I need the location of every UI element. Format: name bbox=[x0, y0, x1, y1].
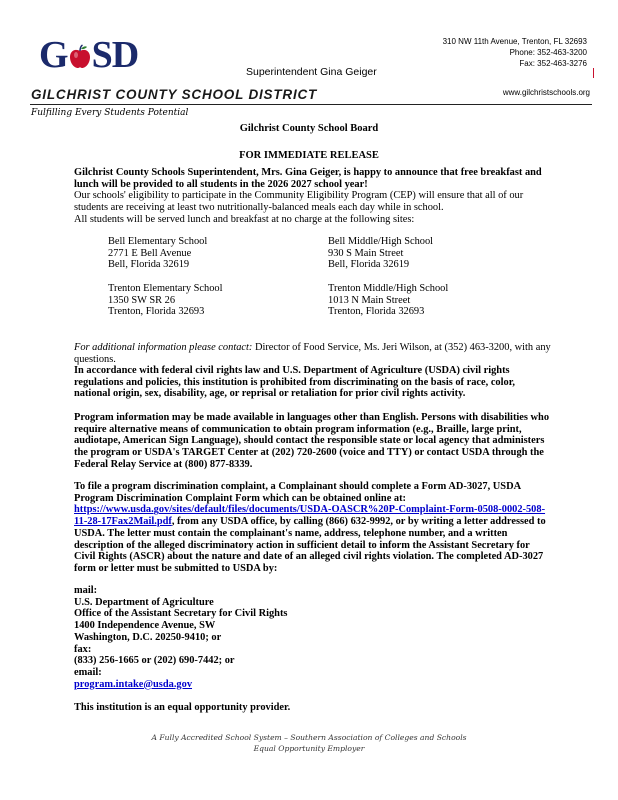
school-street: 1350 SW SR 26 bbox=[108, 294, 176, 306]
fax-label: fax: bbox=[74, 643, 92, 655]
district-website: www.gilchristschools.org bbox=[502, 88, 590, 97]
school-name: Bell Elementary School bbox=[108, 236, 208, 247]
school-street: 1013 N Main Street bbox=[328, 294, 411, 306]
board-title: Gilchrist County School Board bbox=[239, 123, 379, 134]
program-info-statement: Program information may be made available in languages other than English. Persons with disabilities who require alternative means of communication to obtain program information (e.g., Braille, large print, audiotape, American Sign Language), should contact the responsible state or local agency that administers the program or USDA's TARGET Center at (202) 720-2600 (voice and TTY) or contact USDA through the Federal Relay Service at (800) 877-8339. bbox=[74, 412, 550, 470]
school-sites bbox=[108, 236, 548, 318]
district-name: GILCHRIST COUNTY SCHOOL DISTRICT bbox=[31, 87, 318, 102]
school-city: Trenton, Florida 32693 bbox=[328, 306, 425, 318]
school-name: Trenton Elementary School bbox=[108, 282, 223, 294]
mail-city: Washington, D.C. 20250-9410; or bbox=[74, 631, 222, 643]
complaint-text-end: , from any USDA office, by calling (866) 632-9992, or by writing a letter addressed to USDA. The letter must contain the complainant's name, address, telephone number, and a written description of the alleged discriminatory action in sufficient detail to inform the Assistant Secretary for Civil Rights (ASCR) about the nature and date of an alleged civil rights violation. The completed AD-3027 form or letter must be submitted to USDA by: bbox=[74, 516, 546, 574]
district-phone: Phone: 352-463-3200 bbox=[509, 48, 587, 57]
complaint-instructions bbox=[74, 481, 552, 575]
mail-block bbox=[74, 585, 552, 690]
school-site bbox=[108, 236, 328, 271]
email-label: email: bbox=[74, 666, 102, 678]
school-city: Bell, Florida 32619 bbox=[328, 259, 410, 271]
superintendent-name: Superintendent Gina Geiger bbox=[246, 66, 377, 78]
school-city: Trenton, Florida 32693 bbox=[108, 306, 205, 318]
gcsd-logo bbox=[39, 34, 138, 76]
apple-icon bbox=[69, 44, 91, 69]
contact-paragraph bbox=[74, 342, 552, 365]
school-name: Bell Middle/High School bbox=[328, 236, 434, 247]
accent-mark bbox=[593, 68, 594, 78]
school-site bbox=[328, 236, 548, 271]
school-name: Trenton Middle/High School bbox=[328, 282, 449, 294]
mail-street: 1400 Independence Avenue, SW bbox=[74, 620, 216, 632]
district-address: 310 NW 11th Avenue, Trenton, FL 32693 bbox=[442, 37, 587, 46]
complaint-text-start: To file a program discrimination complaint, a Complainant should complete a Form AD-3027, USDA Program Discrimination Complaint Form which can be obtained online at: bbox=[74, 481, 521, 504]
email-link[interactable]: program.intake@usda.gov bbox=[74, 678, 193, 690]
intro-paragraph bbox=[74, 167, 552, 226]
school-site bbox=[328, 283, 548, 318]
logo-letters-sd: SD bbox=[91, 34, 139, 76]
contact-label: For additional information please contact: bbox=[74, 342, 253, 353]
school-site bbox=[108, 283, 328, 318]
mail-dept: U.S. Department of Agriculture bbox=[74, 596, 214, 608]
school-street: 930 S Main Street bbox=[328, 247, 404, 259]
complaint-form-link[interactable]: https://www.usda.gov/sites/default/files/documents/USDA-OASCR%20P-Complaint-Form-0508-0002-508-11-28-17Fax2Mail.pdf bbox=[74, 504, 546, 528]
footer-employer: Equal Opportunity Employer bbox=[253, 744, 365, 753]
release-label: FOR IMMEDIATE RELEASE bbox=[239, 150, 379, 161]
district-tagline: Fulfilling Every Students Potential bbox=[31, 108, 189, 118]
fax-numbers: (833) 256-1665 or (202) 690-7442; or bbox=[74, 655, 235, 667]
sites-intro: All students will be served lunch and breakfast at no charge at the following sites: bbox=[74, 213, 415, 225]
contact-text: Director of Food Service, Ms. Jeri Wilson, at (352) 463-3200, with any questions. bbox=[74, 342, 551, 365]
cep-text: Our schools' eligibility to participate in the Community Eligibility Program (CEP) will ensure that all of our students are receiving at least two nutritionally-balanced meals each day while in school. bbox=[74, 190, 524, 214]
civil-rights-statement: In accordance with federal civil rights law and U.S. Department of Agriculture (USDA) civil rights regulations and policies, this institution is prohibited from discriminating on the basis of race, color, national origin, sex, disability, age, or reprisal or retaliation for prior civil rights activity. bbox=[74, 365, 515, 400]
mail-office: Office of the Assistant Secretary for Civil Rights bbox=[74, 608, 288, 620]
school-street: 2771 E Bell Avenue bbox=[108, 247, 192, 259]
announcement: Gilchrist County Schools Superintendent, Mrs. Gina Geiger, is happy to announce that free breakfast and lunch will be provided to all students in the 2026 2027 school year! bbox=[74, 167, 542, 190]
mail-label: mail: bbox=[74, 585, 98, 596]
district-fax: Fax: 352-463-3276 bbox=[519, 59, 587, 68]
school-city: Bell, Florida 32619 bbox=[108, 259, 190, 271]
footer-accreditation: A Fully Accredited School System – Southern Association of Colleges and Schools bbox=[151, 733, 467, 742]
equal-opportunity-statement: This institution is an equal opportunity provider. bbox=[74, 702, 291, 713]
header-divider bbox=[30, 104, 592, 105]
logo-letter-g: G bbox=[39, 34, 68, 76]
